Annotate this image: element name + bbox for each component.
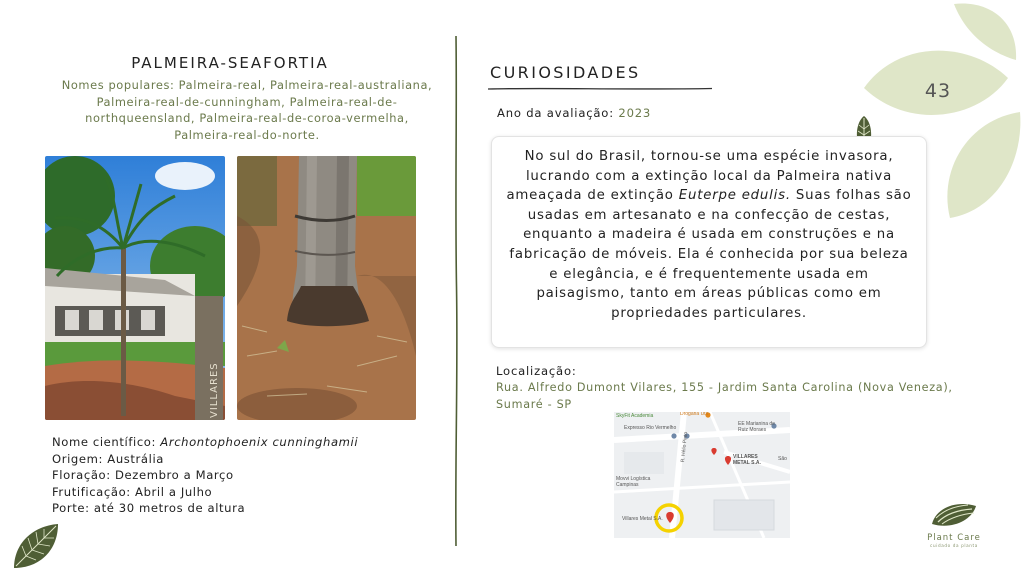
species-title: PALMEIRA-SEAFORTIA [131, 54, 329, 72]
curiosities-text-part1: No sul do Brasil, tornou-se uma espécie invasora, lucrando com a extinção local da Palmeira nativa ameaçada de extinção [506, 149, 894, 204]
location-address: Rua. Alfredo Dumont Vilares, 155 - Jardim Santa Carolina (Nova Veneza), Sumaré - SP [496, 381, 953, 411]
map-label-expresso: Expresso Rio Vermelho [624, 425, 677, 431]
map-label-skyfit: SkyFit Academia [616, 413, 654, 419]
map-label-drogaria: Drogaria Uta [680, 412, 709, 417]
curiosities-title: CURIOSIDADES [490, 63, 641, 82]
scientific-name-row [52, 434, 358, 451]
title-underline [488, 86, 712, 92]
map-label-ee-2: Ruiz Moraes [738, 427, 767, 433]
brand-logo [912, 500, 996, 548]
map-label-movvi-1: Movvi Logística [616, 476, 651, 482]
map-pin-poi-1 [671, 433, 676, 438]
map-label-villares-2: METAL S.A. [733, 460, 761, 466]
map-label-movvi-2: Campinas [616, 482, 639, 488]
size-row: Porte: até 30 metros de altura [52, 501, 246, 515]
curiosities-text-part2: Suas folhas são usadas em artesanato e na confecção de cestas, enquanto a madeira é usada em construções e na fabricação de móveis. Ela é conhecida por sua beleza e elegância, e é frequentemente usada em paisagismo, tanto em áreas públicas como em propriedades particulares. [509, 188, 912, 321]
brand-name: Plant Care [927, 533, 981, 543]
brand-tagline: cuidado da planta [930, 543, 978, 548]
fruiting-row: Frutificação: Abril a Julho [52, 484, 213, 499]
brand-leaf-icon [928, 500, 980, 528]
location-map[interactable] [614, 412, 790, 538]
curiosities-text-italic: Euterpe edulis. [678, 188, 791, 204]
evaluation-year [497, 106, 651, 120]
location-label: Localização: [496, 364, 577, 378]
leaf-shape-3 [947, 112, 1020, 218]
origin-row: Origem: Austrália [52, 451, 164, 466]
column-divider [452, 36, 460, 546]
map-label-street: R. Hélio Pinto [680, 431, 690, 463]
map-label-villares-metal: Villares Metal S.A. [622, 516, 663, 522]
sign-text: VILLARES [209, 362, 220, 418]
map-label-villares-1: VILLARES [733, 454, 758, 460]
species-facts [52, 434, 358, 517]
popular-names: Nomes populares: Palmeira-real, Palmeira-real-australiana, Palmeira-real-de-cunningham, Palmeira-real-de-northqueensland, Palmeira-real-de-coroa-vermelha, Palmeira-real-do-norte. [61, 78, 433, 142]
page-number: 43 [924, 80, 952, 102]
map-label-ee-1: EE Marianina de [738, 421, 775, 427]
flowering-row: Floração: Dezembro a Março [52, 468, 234, 482]
curiosities-text [492, 137, 926, 333]
decorative-leaf-bottom-left [10, 520, 62, 572]
palm-trunk-photo [237, 156, 416, 420]
year-value: 2023 [618, 106, 652, 120]
curiosities-box [491, 136, 927, 348]
year-label: Ano da avaliação: [497, 106, 619, 120]
scientific-name-value: Archontophoenix cunninghamii [160, 435, 359, 449]
palm-building-photo [45, 156, 225, 420]
map-label-sao: São [778, 456, 787, 462]
scientific-name-label: Nome científico: [52, 435, 161, 449]
leaf-shape-1 [954, 3, 1016, 60]
